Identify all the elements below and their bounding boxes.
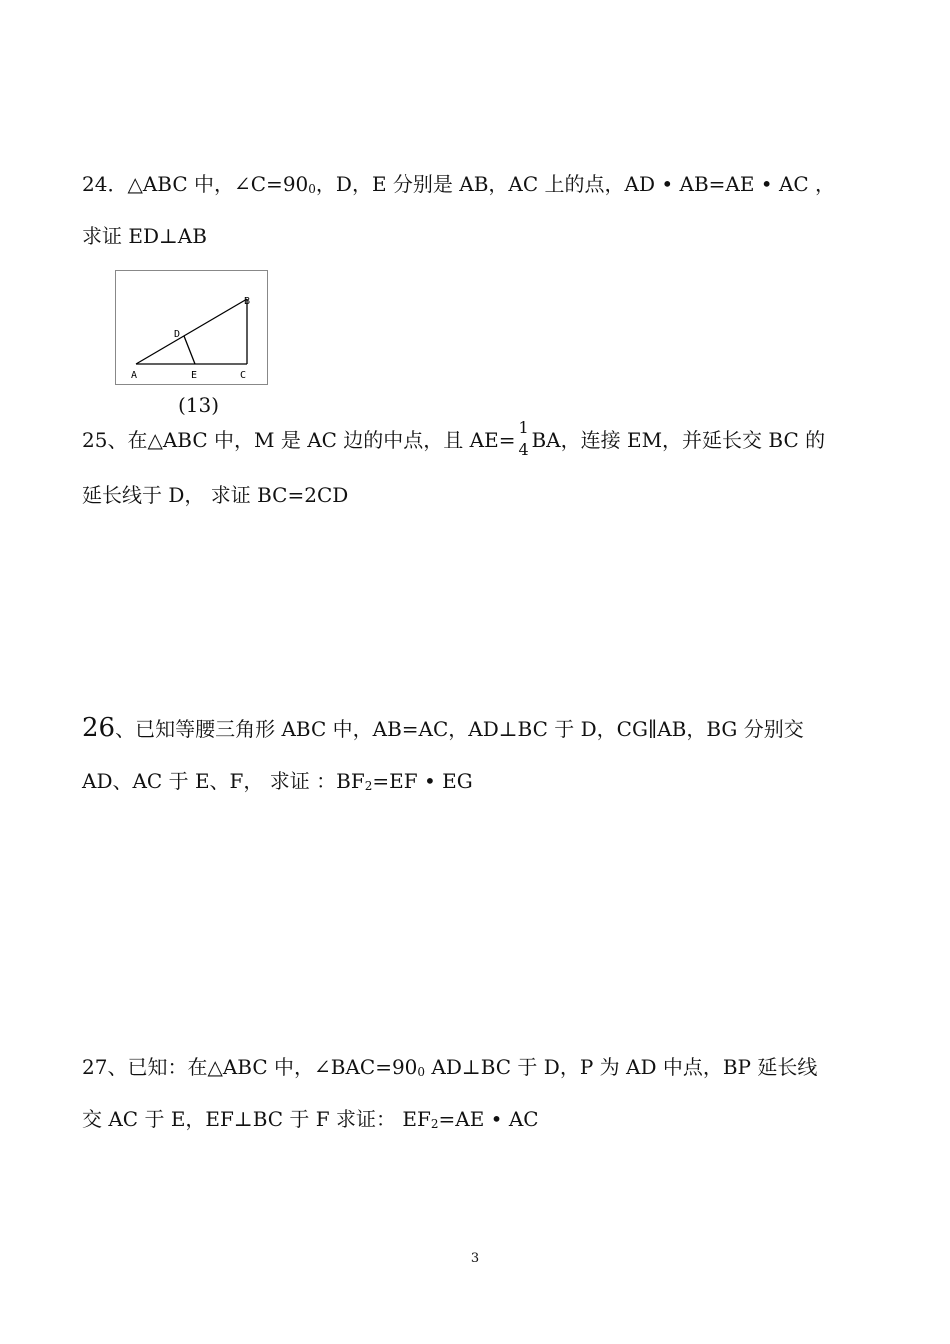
q26-subscript: 2 [364, 779, 373, 793]
q27-subscript: 2 [430, 1117, 439, 1131]
page-number: 3 [470, 1251, 480, 1266]
q27-text-d: =AE • AC [438, 1107, 539, 1131]
q26-text-b: AD、AC 于 E、F， 求证 ：BF [82, 769, 365, 793]
frac-denominator: 4 [518, 440, 529, 459]
q27-degree: 0 [417, 1065, 426, 1079]
q27-text-c: 交 AC 于 E，EF⊥BC 于 F 求证： EF [82, 1107, 431, 1131]
q27-line2 [82, 1107, 868, 1136]
q25-text-a: 25、在△ABC 中，M 是 AC 边的中点，且 AE= [82, 428, 516, 452]
q24-figure [115, 270, 268, 385]
q26-text-c: =EF • EG [372, 769, 473, 793]
q24-text-a: 24．△ABC 中，∠C=90 [82, 172, 309, 196]
label-b: B [244, 296, 251, 307]
q25-line2: 延长线于 D， 求证 BC=2CD [82, 483, 349, 507]
q26-line2 [82, 769, 868, 798]
q24-line2: 求证 ED⊥AB [82, 224, 207, 248]
q27-line1 [82, 1055, 868, 1084]
q25-line1 [82, 418, 868, 459]
q26-number: 26 [82, 713, 116, 743]
triangle-diagram [116, 271, 269, 386]
q26-text-a: 、已知等腰三角形 ABC 中，AB=AC，AD⊥BC 于 D，CG∥AB，BG 分别交 [115, 717, 804, 741]
label-a: A [131, 370, 138, 381]
label-e: E [191, 370, 198, 381]
q24-degree: 0 [308, 182, 316, 196]
q26-line1 [82, 713, 868, 743]
figure-caption: (13) [178, 393, 220, 417]
q24-line1 [82, 172, 868, 201]
q24-text-b: ，D，E 分别是 AB，AC 上的点，AD • AB=AE • AC ， [315, 172, 836, 196]
label-d: D [174, 329, 181, 340]
frac-numerator: 1 [518, 418, 529, 437]
label-c: C [240, 370, 247, 381]
q27-text-a: 27、已知：在△ABC 中，∠BAC=90 [82, 1055, 418, 1079]
q25-text-b: BA，连接 EM，并延长交 BC 的 [531, 428, 826, 452]
q27-text-b: AD⊥BC 于 D，P 为 AD 中点，BP 延长线 [425, 1055, 818, 1079]
fraction-one-quarter [517, 418, 529, 459]
